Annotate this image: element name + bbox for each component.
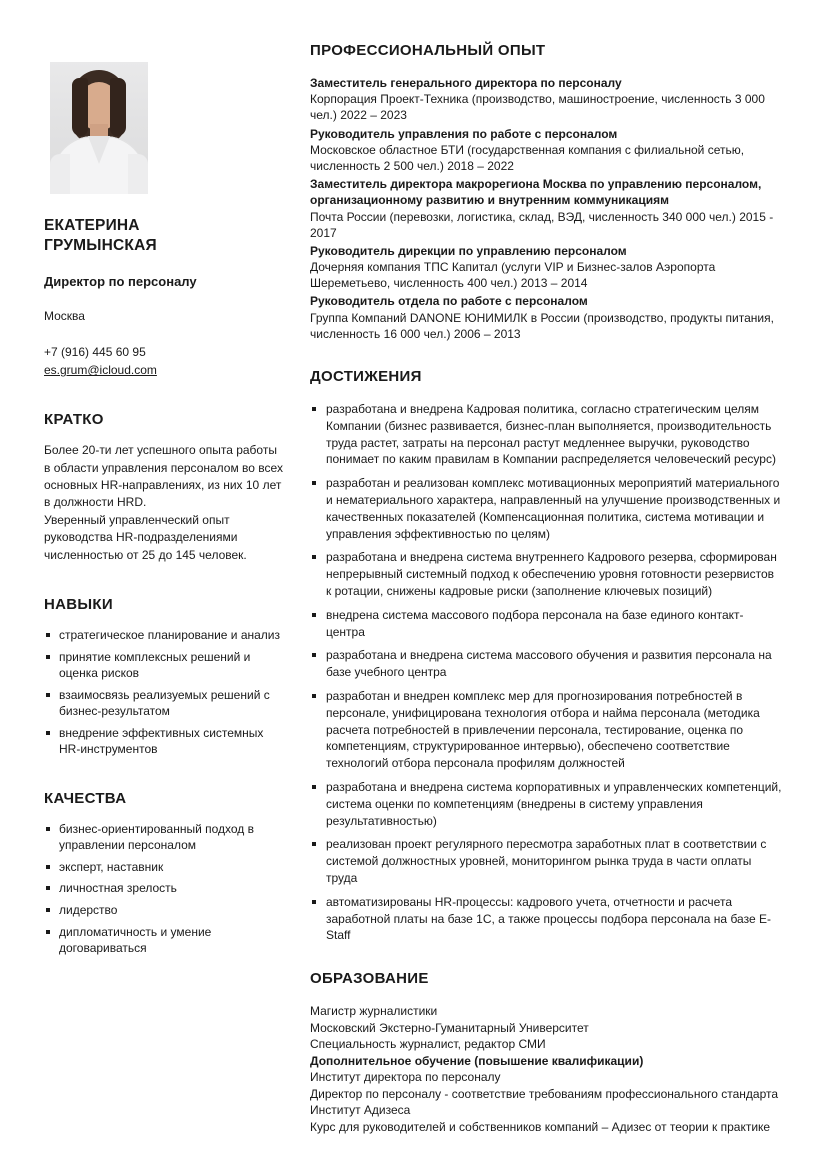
list-item: взаимосвязь реализуемых решений с бизнес-результатом [44, 687, 284, 720]
education-line: Магистр журналистики [310, 1004, 438, 1019]
achievements-list [310, 401, 782, 944]
education-list [310, 1003, 782, 1135]
portrait-photo [50, 62, 148, 194]
list-item: лидерство [44, 902, 284, 919]
list-item: разработана и внедрена система корпоративных и управленческих компетенций, система оценки по компетенциям (внедрены в систему управления результативностью) [310, 779, 782, 829]
list-item: автоматизированы HR-процессы: кадрового учета, отчетности и расчета заработной платы на базе 1С, а также процессы подбора персонала на базе E-Staff [310, 894, 782, 944]
qualities-list [44, 821, 284, 957]
experience-company: Почта России (перевозки, логистика, склад, ВЭД, численность 340 000 чел.) 2015 - 2017 [310, 209, 774, 240]
education-line: Дополнительное обучение (повышение квалификации) [310, 1053, 644, 1068]
photo-arm-right-shape [128, 154, 148, 194]
experience-company: Корпорация Проект-Техника (производство, машиностроение, численность 3 000 чел.) 2022 – 2023 [310, 92, 765, 123]
experience-role: Руководитель дирекции по управлению персоналом [310, 243, 627, 258]
education-section-title: ОБРАЗОВАНИЕ [310, 970, 429, 988]
experience-item [310, 75, 782, 124]
experience-section-title: ПРОФЕССИОНАЛЬНЫЙ ОПЫТ [310, 42, 546, 59]
experience-item [310, 126, 782, 175]
list-item: разработана и внедрена система внутреннего Кадрового резерва, сформирован непрерывный системный подход к обеспечению уровня готовности резервистов к ротации, снижены кадровые риски (заполнение ключевых позиций) [310, 549, 782, 599]
list-item: внедрена система массового подбора персонала на базе единого контакт-центра [310, 607, 782, 641]
list-item: разработана и внедрена Кадровая политика, согласно стратегическим целям Компании (бизнес развивается, бизнес-план выполняется, производительность труда растет, затраты на персонал растут медленнее выручки, руководство понимает по каким правилам в Компании распределяется человеческий ресурс) [310, 401, 782, 468]
experience-role: Руководитель отдела по работе с персоналом [310, 294, 588, 309]
candidate-city: Москва [44, 309, 85, 324]
experience-role: Заместитель генерального директора по персоналу [310, 76, 622, 90]
candidate-phone: +7 (916) 445 60 95 [44, 345, 146, 360]
list-item: реализован проект регулярного пересмотра заработных плат в соответствии с системой должностных уровней, мониторингом рынка труда в части оплаты труда [310, 836, 782, 886]
candidate-name: ЕКАТЕРИНА ГРУМЫНСКАЯ [44, 217, 157, 255]
experience-company: Московское областное БТИ (государственная компания с филиальной сетью, численность 2 500 чел.) 2018 – 2022 [310, 142, 745, 173]
education-line: Специальность журналист, редактор СМИ [310, 1037, 546, 1052]
list-item: стратегическое планирование и анализ [44, 627, 284, 644]
experience-company: Группа Компаний DANONE ЮНИМИЛК в России (производство, продукты питания, численность 16 000 чел.) 2006 – 2013 [310, 310, 774, 341]
education-line: Директор по персоналу - соответствие требованиям профессионального стандарта [310, 1086, 779, 1101]
experience-item [310, 293, 782, 342]
right-column [310, 32, 782, 1135]
photo-hair-left-shape [72, 78, 88, 136]
list-item: разработана и внедрена система массового обучения и развития персонала на базе учебного центра [310, 647, 782, 681]
list-item: личностная зрелость [44, 880, 284, 897]
list-item: принятие комплексных решений и оценка рисков [44, 649, 284, 682]
photo-arm-left-shape [50, 154, 70, 194]
list-item: бизнес-ориентированный подход в управлении персоналом [44, 821, 284, 854]
experience-role: Руководитель управления по работе с персоналом [310, 126, 618, 141]
education-line: Институт Адизеса [310, 1103, 411, 1118]
list-item: разработан и реализован комплекс мотивационных мероприятий материального и нематериального характера, направленный на улучшение производственных и качественных показателей (Компенсационная политика, система мотивации и управления эффективностью по целям) [310, 475, 782, 542]
candidate-job-title: Директор по персоналу [44, 274, 197, 290]
qualities-section-title: КАЧЕСТВА [44, 789, 127, 807]
achievements-section-title: ДОСТИЖЕНИЯ [310, 368, 422, 385]
list-item: эксперт, наставник [44, 859, 284, 876]
list-item: внедрение эффективных системных HR-инструментов [44, 725, 284, 758]
candidate-email-link[interactable]: es.grum@icloud.com [44, 363, 157, 378]
skills-section-title: НАВЫКИ [44, 596, 113, 614]
skills-list [44, 627, 284, 758]
left-column [44, 32, 284, 962]
experience-role: Заместитель директора макрорегиона Москва по управлению персоналом, организационному развитию и внутренним коммуникациям [310, 177, 762, 208]
experience-item [310, 243, 782, 292]
list-item: разработан и внедрен комплекс мер для прогнозирования потребностей в персонале, унифицирована технология отбора и найма персонала (методика расчета потребностей в привлечении персонала, тестирование, оценка по компетенциям, структурированное интервью), обеспечено соответствие технологий отбора персонала профилям должностей [310, 688, 782, 772]
experience-list [310, 75, 782, 342]
experience-item [310, 176, 782, 241]
photo-hair-right-shape [110, 78, 126, 136]
summary-text: Более 20-ти лет успешного опыта работы в области управления персоналом во всех основных HR-направлениях, из них 10 лет в должности HRD. Уверенный управленческий опыт руководства HR-подразделениями численностью от 25 до 145 человек. [44, 443, 283, 562]
experience-company: Дочерняя компания ТПС Капитал (услуги VIP и Бизнес-залов Аэропорта Шереметьево, численность 400 чел.) 2013 – 2014 [310, 260, 716, 291]
summary-section-title: КРАТКО [44, 411, 104, 429]
education-line: Курс для руководителей и собственников компаний – Адизес от теории к практике [310, 1119, 771, 1134]
list-item: дипломатичность и умение договариваться [44, 924, 284, 957]
education-line: Московский Экстерно-Гуманитарный Университет [310, 1020, 589, 1035]
education-line: Институт директора по персоналу [310, 1070, 501, 1085]
